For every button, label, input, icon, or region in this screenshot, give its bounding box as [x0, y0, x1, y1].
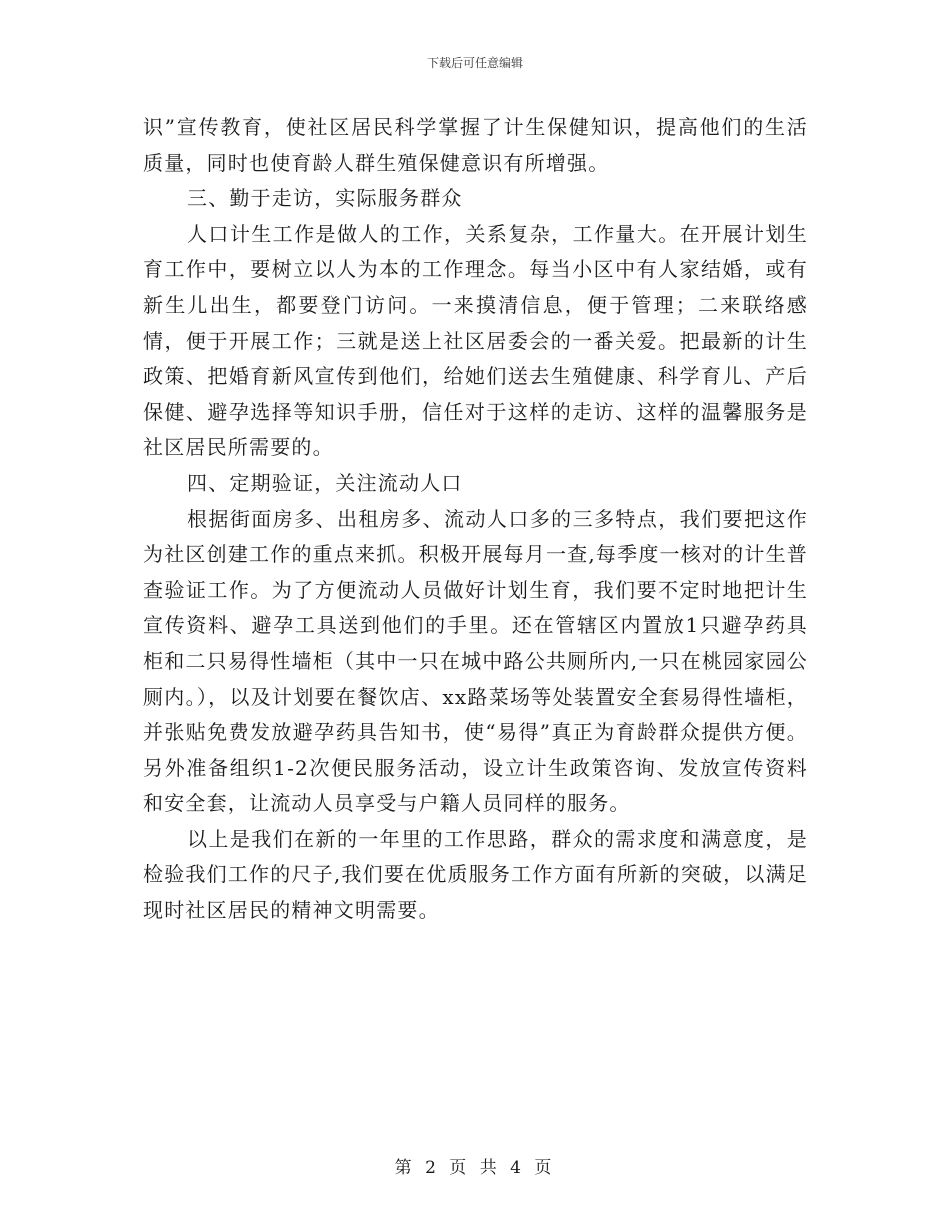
paragraph-floating-population: 根据街面房多、出租房多、流动人口多的三多特点，我们要把这作为社区创建工作的重点来抓。积极开展每月一查,每季度一核对的计生普查验证工作。为了方便流动人员做好计划生育，我们要不定时地把计生宣传资料、避孕工具送到他们的手里。还在管辖区内置放1只避孕药具柜和二只易得性墙柜（其中一只在城中路公共厕所内,一只在桃园家园公厕内。），以及计划要在餐饮店、xx路菜场等处装置安全套易得性墙柜，并张贴免费发放避孕药具告知书，使“易得”真正为育龄群众提供方便。另外准备组织1-2次便民服务活动，设立计生政策咨询、发放宣传资料和安全套，让流动人员享受与户籍人员同样的服务。: [143, 506, 808, 816]
page-number-footer: 第 2 页 共 4 页: [394, 1158, 556, 1178]
paragraph-education-continued: 识”宣传教育，使社区居民科学掌握了计生保健知识，提高他们的生活质量，同时也使育龄人群生殖保健意识有所增强。: [143, 115, 808, 175]
section-heading-visits: 三、勤于走访，实际服务群众: [187, 186, 463, 211]
page-header: 下载后可任意编辑: [426, 56, 523, 70]
paragraph-conclusion: 以上是我们在新的一年里的工作思路，群众的需求度和满意度，是检验我们工作的尺子,我们要在优质服务工作方面有所新的突破，以满足现时社区居民的精神文明需要。: [143, 826, 808, 923]
section-heading-floating-population: 四、定期验证，关注流动人口: [187, 470, 463, 495]
paragraph-visits: 人口计生工作是做人的工作，关系复杂，工作量大。在开展计划生育工作中，要树立以人为本的工作理念。每当小区中有人家结婚，或有新生儿出生，都要登门访问。一来摸清信息，便于管理；二来联络感情，便于开展工作；三就是送上社区居委会的一番关爱。把最新的计生政策、把婚育新风宣传到他们，给她们送去生殖健康、科学育儿、产后保健、避孕选择等知识手册，信任对于这样的走访、这样的温馨服务是社区居民所需要的。: [143, 221, 808, 460]
document-body: [143, 110, 808, 929]
